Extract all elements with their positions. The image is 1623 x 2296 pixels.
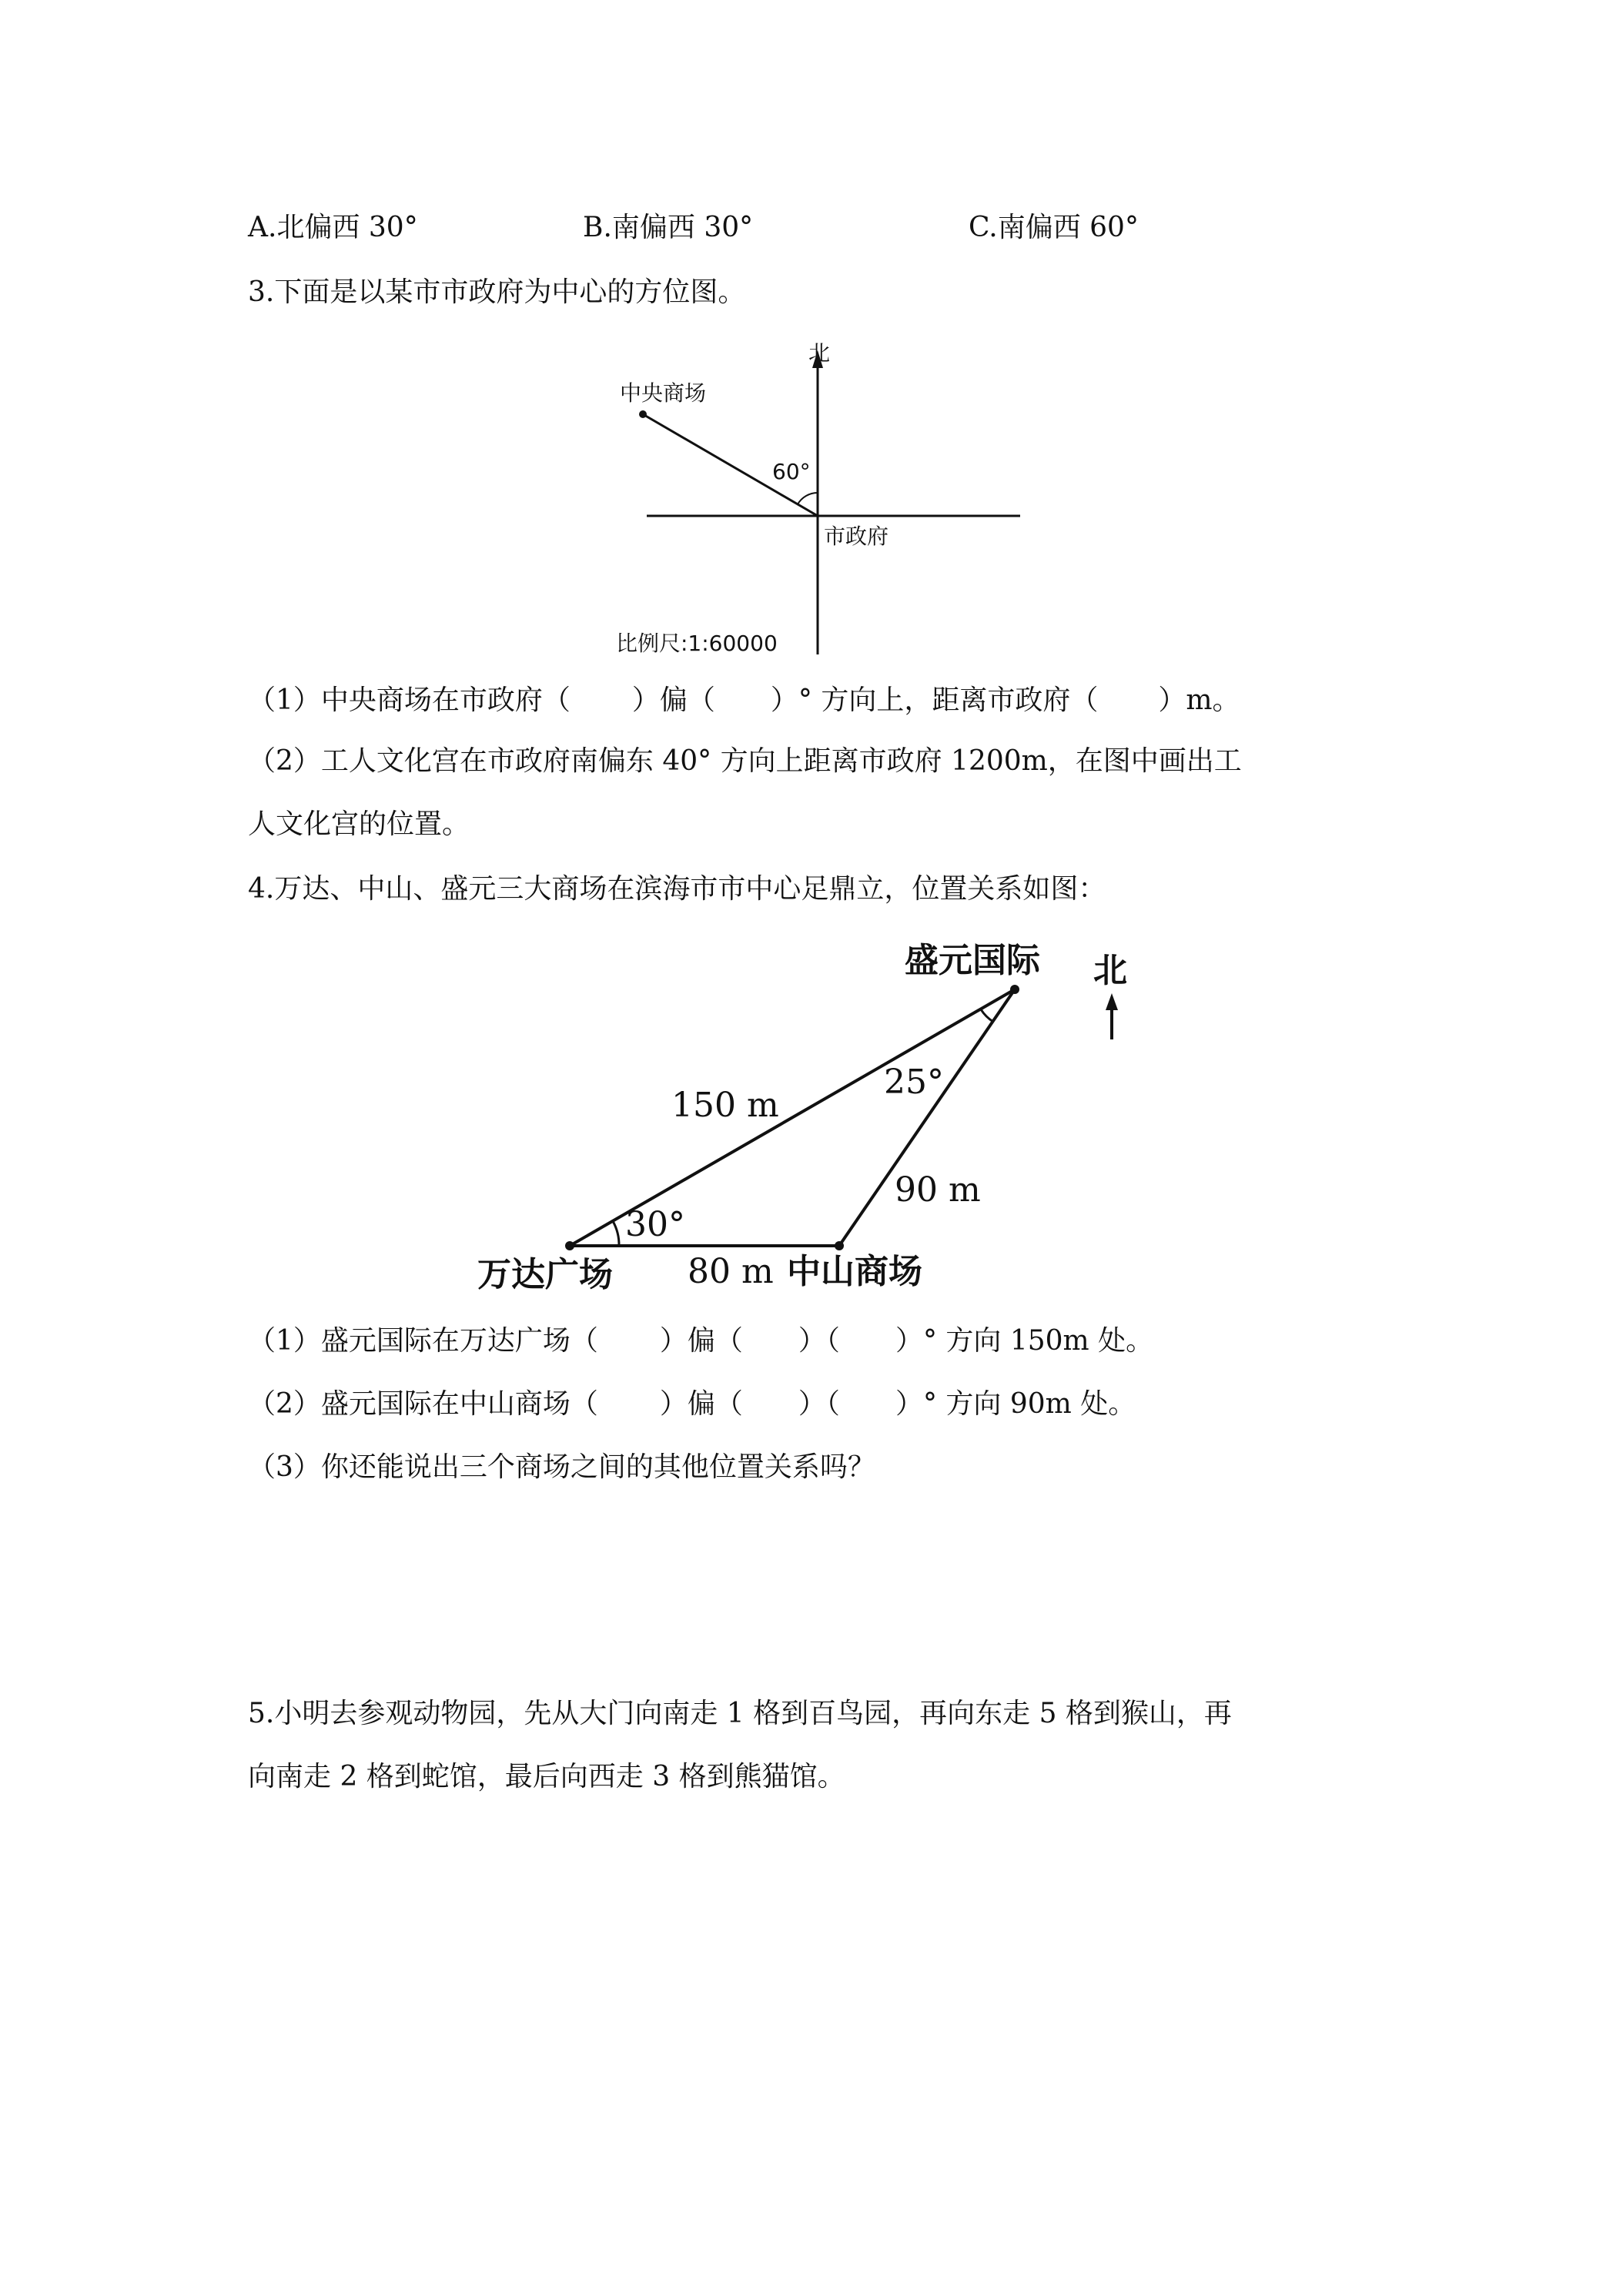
q5-line2: 向南走 2 格到蛇馆，最后向西走 3 格到熊猫馆。 — [248, 1761, 845, 1792]
q3-sub2-line2: 人文化宫的位置。 — [248, 808, 470, 840]
right-mall-label: 中山商场 — [787, 1252, 922, 1291]
north-label-2: 北 — [1093, 951, 1127, 990]
angle-arc-top — [981, 1009, 993, 1022]
q4-sub2: （2）盛元国际在中山商场（ ）偏（ ）（ ）° 方向 90m 处。 — [248, 1388, 1136, 1420]
scale-label: 比例尺:1:60000 — [616, 631, 778, 656]
hyp-length-label: 150 m — [671, 1086, 779, 1125]
left-angle-label: 30° — [625, 1205, 685, 1244]
q3-sub1: （1）中央商场在市政府（ ）偏（ ）° 方向上，距离市政府（ ）m。 — [248, 684, 1240, 716]
left-mall-label: 万达广场 — [477, 1255, 613, 1294]
option-a: A.北偏西 30° — [248, 212, 418, 243]
north-label: 北 — [808, 340, 831, 366]
base-length-label: 80 m — [688, 1252, 774, 1291]
mall-label: 中央商场 — [620, 380, 707, 406]
top-mall-label: 盛元国际 — [905, 941, 1040, 980]
q5-line1: 5.小明去参观动物园，先从大门向南走 1 格到百鸟园，再向东走 5 格到猴山，再 — [248, 1698, 1232, 1729]
center-label: 市政府 — [824, 524, 889, 549]
point-top — [1010, 985, 1019, 994]
angle-label: 60° — [772, 459, 811, 484]
top-angle-label: 25° — [884, 1063, 944, 1102]
q4-stem: 4.万达、中山、盛元三大商场在滨海市市中心足鼎立，位置关系如图： — [248, 873, 1106, 905]
point-right — [835, 1241, 844, 1250]
angle-arc-left — [613, 1221, 619, 1246]
q4-sub3: （3）你还能说出三个商场之间的其他位置关系吗？ — [248, 1451, 875, 1483]
q3-sub2-line1: （2）工人文化宫在市政府南偏东 40° 方向上距离市政府 1200m，在图中画出工 — [248, 745, 1242, 777]
point-left — [565, 1241, 574, 1250]
side-length-label: 90 m — [895, 1170, 981, 1210]
north-arrow-icon-2 — [1106, 993, 1118, 1010]
option-b: B.南偏西 30° — [583, 212, 754, 243]
option-c: C.南偏西 60° — [969, 212, 1139, 243]
q3-stem: 3.下面是以某市市政府为中心的方位图。 — [248, 276, 746, 308]
q4-sub1: （1）盛元国际在万达广场（ ）偏（ ）（ ）° 方向 150m 处。 — [248, 1325, 1154, 1357]
